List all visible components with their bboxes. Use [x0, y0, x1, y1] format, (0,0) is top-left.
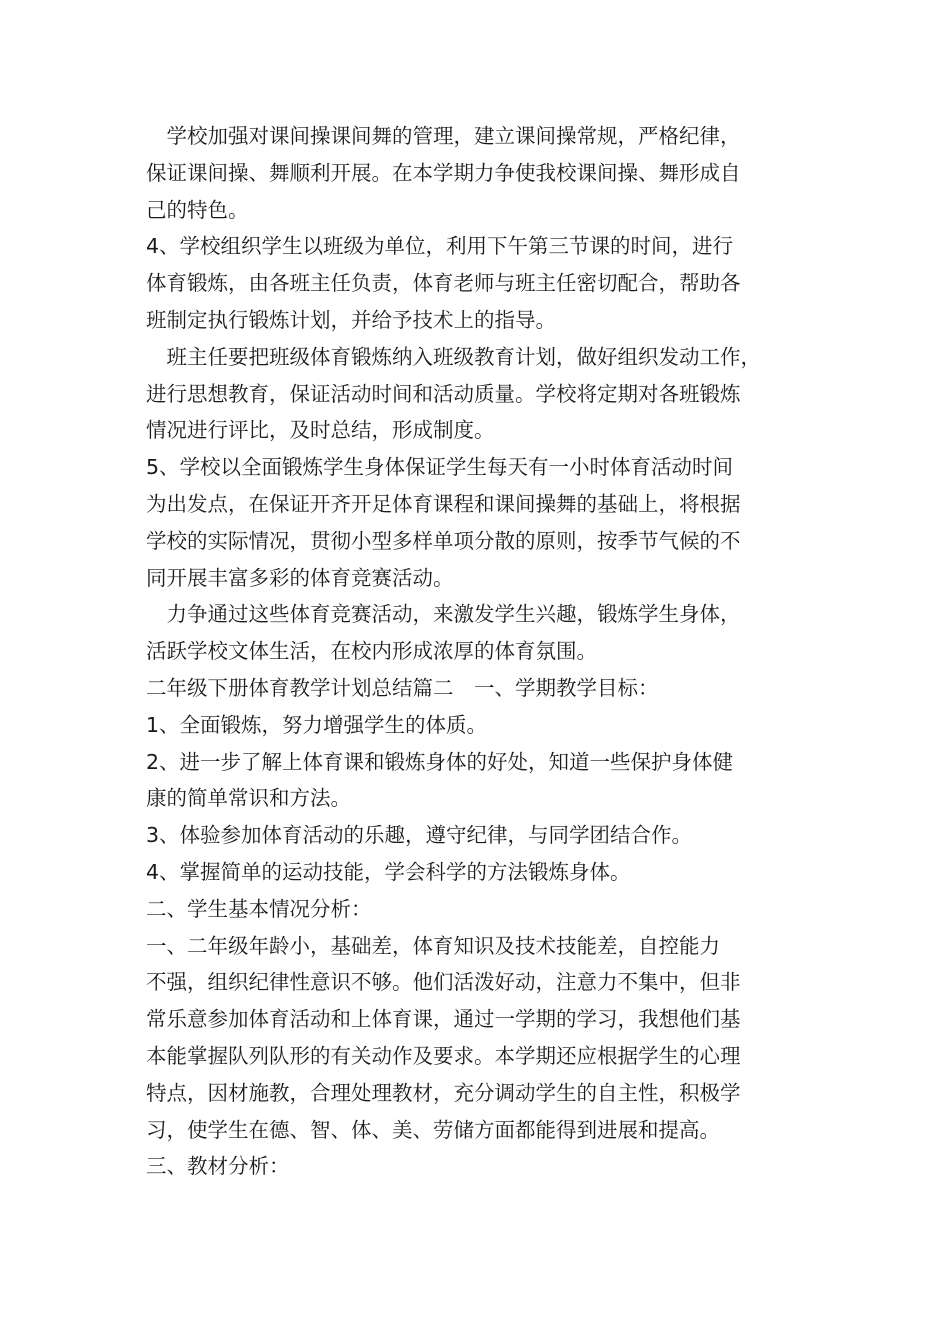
text-line: 情况进行评比，及时总结，形成制度。 [146, 418, 495, 443]
text-line: 本能掌握队列队形的有关动作及要求。本学期还应根据学生的心理 [146, 1043, 741, 1068]
text-line: 不强，组织纪律性意识不够。他们活泼好动，注意力不集中，但非 [146, 970, 741, 995]
text-line: 学校的实际情况，贯彻小型多样单项分散的原则，按季节气候的不 [146, 528, 741, 553]
text-line: 康的简单常识和方法。 [146, 786, 351, 811]
text-line: 特点，因材施教，合理处理教材，充分调动学生的自主性，积极学 [146, 1080, 741, 1105]
text-line: 常乐意参加体育活动和上体育课，通过一学期的学习，我想他们基 [146, 1007, 741, 1032]
text-line: 4、学校组织学生以班级为单位，利用下午第三节课的时间，进行 [146, 234, 734, 259]
text-line: 3、体验参加体育活动的乐趣，遵守纪律，与同学团结合作。 [146, 823, 693, 848]
text-line: 班制定执行锻炼计划，并给予技术上的指导。 [146, 307, 556, 332]
section-heading: 二、学生基本情况分析： [146, 896, 372, 921]
text-line: 2、进一步了解上体育课和锻炼身体的好处，知道一些保护身体健 [146, 749, 734, 774]
text-line: 保证课间操、舞顺利开展。在本学期力争使我校课间操、舞形成自 [146, 160, 741, 185]
section-heading: 三、教材分析： [146, 1154, 290, 1179]
text-line: 习，使学生在德、智、体、美、劳储方面都能得到进展和提高。 [146, 1117, 720, 1142]
text-line: 一、二年级年龄小，基础差，体育知识及技术技能差，自控能力 [146, 933, 720, 958]
text-line: 活跃学校文体生活，在校内形成浓厚的体育氛围。 [146, 639, 597, 664]
text-line: 为出发点，在保证开齐开足体育课程和课间操舞的基础上，将根据 [146, 491, 741, 516]
section-title: 二年级下册体育教学计划总结篇二 一、学期教学目标： [146, 675, 659, 700]
text-line: 己的特色。 [146, 197, 249, 222]
text-line: 同开展丰富多彩的体育竞赛活动。 [146, 565, 454, 590]
text-line: 体育锻炼，由各班主任负责，体育老师与班主任密切配合，帮助各 [146, 271, 741, 296]
text-line: 力争通过这些体育竞赛活动，来激发学生兴趣，锻炼学生身体， [146, 602, 741, 627]
text-line: 班主任要把班级体育锻炼纳入班级教育计划，做好组织发动工作， [146, 344, 761, 369]
text-line: 5、学校以全面锻炼学生身体保证学生每天有一小时体育活动时间 [146, 455, 734, 480]
text-line: 学校加强对课间操课间舞的管理，建立课间操常规，严格纪律， [146, 124, 741, 148]
text-line: 4、掌握简单的运动技能，学会科学的方法锻炼身体。 [146, 859, 631, 884]
document-body [146, 118, 814, 1185]
text-line: 1、全面锻炼，努力增强学生的体质。 [146, 712, 488, 737]
text-line: 进行思想教育，保证活动时间和活动质量。学校将定期对各班锻炼 [146, 381, 741, 406]
